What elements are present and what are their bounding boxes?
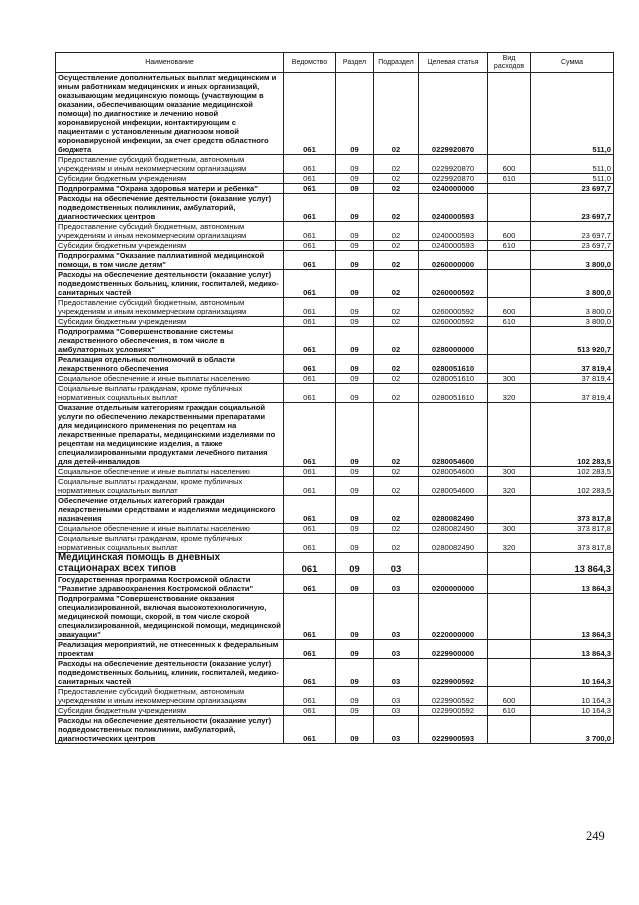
table-row — [56, 659, 614, 687]
table-row — [56, 73, 614, 155]
table-row — [56, 706, 614, 716]
row-target-article-cell: 0280051610 — [419, 374, 488, 384]
table-row — [56, 174, 614, 184]
row-name-cell: Социальные выплаты гражданам, кроме публичных нормативных социальных выплат — [56, 534, 284, 553]
row-target-article-cell: 0229900592 — [419, 706, 488, 716]
row-name-cell: Предоставление субсидий бюджетным, автономным учреждениям и иным некоммерческим организациям — [56, 222, 284, 241]
row-name-cell: Подпрограмма "Совершенствование системы лекарственного обеспечения, в том числе в амбулаторных условиях" — [56, 327, 284, 355]
table-row — [56, 251, 614, 270]
row-subsection-cell: 02 — [374, 241, 419, 251]
row-subsection-cell: 02 — [374, 270, 419, 298]
row-target-article-cell: 0280082490 — [419, 496, 488, 524]
row-section-cell: 09 — [336, 222, 374, 241]
row-name-cell: Расходы на обеспечение деятельности (оказание услуг) подведомственных больниц, клиник, госпиталей, медико-санитарных частей — [56, 659, 284, 687]
table-row — [56, 716, 614, 744]
row-expense-type-cell — [488, 640, 531, 659]
row-expense-type-cell — [488, 73, 531, 155]
row-target-article-cell: 0280054600 — [419, 403, 488, 467]
row-sum-cell: 23 697,7 — [531, 194, 614, 222]
row-sum-cell: 3 800,0 — [531, 251, 614, 270]
row-sum-cell: 23 697,7 — [531, 184, 614, 194]
row-department-cell: 061 — [284, 317, 336, 327]
table-body — [56, 73, 614, 744]
row-target-article-cell: 0260000592 — [419, 317, 488, 327]
row-expense-type-cell: 600 — [488, 222, 531, 241]
row-expense-type-cell — [488, 594, 531, 640]
header-department: Ведомство — [284, 53, 336, 73]
row-section-cell: 09 — [336, 384, 374, 403]
row-sum-cell: 37 819,4 — [531, 355, 614, 374]
row-department-cell: 061 — [284, 327, 336, 355]
row-target-article-cell: 0240000593 — [419, 241, 488, 251]
row-subsection-cell: 03 — [374, 594, 419, 640]
header-expense-type: Вид расходов — [488, 53, 531, 73]
row-sum-cell: 3 700,0 — [531, 716, 614, 744]
row-name-cell: Осуществление дополнительных выплат медицинским и иным работникам медицинских и иных организаций, оказывающим медицинскую помощь (участвующим в оказании, обеспечивающим оказание медицинской помощи) по диагностике и лечению новой коронавирусной инфекции, контактирующим с пациентами с установленным диагнозом новой коронавирусной инфекции, за счет средств областного бюджета — [56, 73, 284, 155]
row-expense-type-cell: 610 — [488, 706, 531, 716]
row-name-cell: Подпрограмма "Оказание паллиативной медицинской помощи, в том числе детям" — [56, 251, 284, 270]
row-subsection-cell: 02 — [374, 524, 419, 534]
row-sum-cell: 10 164,3 — [531, 659, 614, 687]
row-section-cell: 09 — [336, 317, 374, 327]
row-expense-type-cell: 600 — [488, 155, 531, 174]
row-target-article-cell: 0200000000 — [419, 575, 488, 594]
row-department-cell: 061 — [284, 384, 336, 403]
row-section-cell: 09 — [336, 194, 374, 222]
row-name-cell: Медицинская помощь в дневных стационарах всех типов — [56, 553, 284, 575]
row-name-cell: Субсидии бюджетным учреждениям — [56, 317, 284, 327]
table-row — [56, 496, 614, 524]
row-name-cell: Подпрограмма "Охрана здоровья матери и ребенка" — [56, 184, 284, 194]
row-subsection-cell: 02 — [374, 174, 419, 184]
row-subsection-cell: 02 — [374, 477, 419, 496]
row-target-article-cell: 0229900592 — [419, 687, 488, 706]
row-target-article-cell: 0240000000 — [419, 184, 488, 194]
row-target-article-cell: 0280054600 — [419, 467, 488, 477]
row-sum-cell: 373 817,8 — [531, 524, 614, 534]
row-target-article-cell: 0240000593 — [419, 194, 488, 222]
row-section-cell: 09 — [336, 174, 374, 184]
row-department-cell: 061 — [284, 687, 336, 706]
row-section-cell: 09 — [336, 467, 374, 477]
table-row — [56, 403, 614, 467]
row-section-cell: 09 — [336, 477, 374, 496]
row-department-cell: 061 — [284, 251, 336, 270]
row-department-cell: 061 — [284, 298, 336, 317]
row-section-cell: 09 — [336, 659, 374, 687]
row-name-cell: Субсидии бюджетным учреждениям — [56, 174, 284, 184]
row-department-cell: 061 — [284, 174, 336, 184]
row-sum-cell: 13 864,3 — [531, 594, 614, 640]
table-row — [56, 317, 614, 327]
row-name-cell: Реализация отдельных полномочий в области лекарственного обеспечения — [56, 355, 284, 374]
table-row — [56, 241, 614, 251]
row-sum-cell: 511,0 — [531, 155, 614, 174]
row-subsection-cell: 02 — [374, 374, 419, 384]
table-header-row — [56, 53, 614, 73]
row-expense-type-cell: 320 — [488, 384, 531, 403]
row-section-cell: 09 — [336, 355, 374, 374]
row-sum-cell: 373 817,8 — [531, 496, 614, 524]
row-subsection-cell: 03 — [374, 659, 419, 687]
row-section-cell: 09 — [336, 594, 374, 640]
table-row — [56, 553, 614, 575]
budget-table — [55, 52, 614, 744]
row-sum-cell: 3 800,0 — [531, 317, 614, 327]
table-row — [56, 298, 614, 317]
table-row — [56, 575, 614, 594]
row-target-article-cell: 0280054600 — [419, 477, 488, 496]
row-expense-type-cell — [488, 403, 531, 467]
row-department-cell: 061 — [284, 553, 336, 575]
row-section-cell: 09 — [336, 298, 374, 317]
table-row — [56, 184, 614, 194]
header-sum: Сумма — [531, 53, 614, 73]
row-department-cell: 061 — [284, 659, 336, 687]
table-row — [56, 194, 614, 222]
row-department-cell: 061 — [284, 222, 336, 241]
row-section-cell: 09 — [336, 575, 374, 594]
row-expense-type-cell — [488, 496, 531, 524]
table-row — [56, 477, 614, 496]
row-subsection-cell: 03 — [374, 575, 419, 594]
row-target-article-cell: 0280051610 — [419, 355, 488, 374]
row-section-cell: 09 — [336, 716, 374, 744]
row-sum-cell: 13 864,3 — [531, 640, 614, 659]
row-expense-type-cell: 610 — [488, 174, 531, 184]
row-department-cell: 061 — [284, 467, 336, 477]
row-name-cell: Расходы на обеспечение деятельности (оказание услуг) подведомственных поликлиник, амбулаторий, диагностических центров — [56, 194, 284, 222]
row-department-cell: 061 — [284, 194, 336, 222]
row-name-cell: Расходы на обеспечение деятельности (оказание услуг) подведомственных больниц, клиник, госпиталей, медико-санитарных частей — [56, 270, 284, 298]
row-department-cell: 061 — [284, 524, 336, 534]
table-row — [56, 327, 614, 355]
row-subsection-cell: 03 — [374, 706, 419, 716]
row-expense-type-cell: 300 — [488, 374, 531, 384]
row-department-cell: 061 — [284, 355, 336, 374]
row-department-cell: 061 — [284, 73, 336, 155]
row-sum-cell: 10 164,3 — [531, 687, 614, 706]
table-row — [56, 222, 614, 241]
row-expense-type-cell: 610 — [488, 317, 531, 327]
row-sum-cell: 102 283,5 — [531, 477, 614, 496]
row-section-cell: 09 — [336, 155, 374, 174]
header-section: Раздел — [336, 53, 374, 73]
row-department-cell: 061 — [284, 716, 336, 744]
row-subsection-cell: 02 — [374, 317, 419, 327]
row-expense-type-cell: 600 — [488, 298, 531, 317]
row-subsection-cell: 02 — [374, 194, 419, 222]
row-section-cell: 09 — [336, 403, 374, 467]
row-expense-type-cell: 300 — [488, 524, 531, 534]
header-name: Наименование — [56, 53, 284, 73]
row-subsection-cell: 03 — [374, 716, 419, 744]
row-sum-cell: 511,0 — [531, 73, 614, 155]
row-target-article-cell: 0229920870 — [419, 174, 488, 184]
row-expense-type-cell — [488, 270, 531, 298]
row-name-cell: Обеспечение отдельных категорий граждан лекарственными средствами и изделиями медицинского назначения — [56, 496, 284, 524]
row-department-cell: 061 — [284, 184, 336, 194]
header-subsection: Подраздел — [374, 53, 419, 73]
row-expense-type-cell — [488, 355, 531, 374]
row-name-cell: Оказание отдельным категориям граждан социальной услуги по обеспечению лекарственными препаратами для медицинского применения по рецептам на лекарственные препараты, медицинскими изделиями по рецептам на медицинские изделия, а также специализированными продуктами лечебного питания для детей-инвалидов — [56, 403, 284, 467]
row-expense-type-cell — [488, 659, 531, 687]
row-target-article-cell: 0260000000 — [419, 251, 488, 270]
row-subsection-cell: 02 — [374, 355, 419, 374]
row-department-cell: 061 — [284, 640, 336, 659]
row-section-cell: 09 — [336, 270, 374, 298]
row-department-cell: 061 — [284, 706, 336, 716]
row-target-article-cell: 0240000593 — [419, 222, 488, 241]
row-name-cell: Субсидии бюджетным учреждениям — [56, 241, 284, 251]
row-subsection-cell: 02 — [374, 403, 419, 467]
row-section-cell: 09 — [336, 553, 374, 575]
row-target-article-cell: 0229900593 — [419, 716, 488, 744]
row-target-article-cell: 0260000592 — [419, 270, 488, 298]
row-name-cell: Предоставление субсидий бюджетным, автономным учреждениям и иным некоммерческим организациям — [56, 155, 284, 174]
row-target-article-cell: 0229920870 — [419, 155, 488, 174]
row-sum-cell: 102 283,5 — [531, 467, 614, 477]
table-row — [56, 355, 614, 374]
row-target-article-cell: 0229920870 — [419, 73, 488, 155]
row-expense-type-cell: 320 — [488, 534, 531, 553]
row-name-cell: Социальное обеспечение и иные выплаты населению — [56, 524, 284, 534]
row-target-article-cell: 0260000592 — [419, 298, 488, 317]
row-department-cell: 061 — [284, 594, 336, 640]
row-target-article-cell: 0220000000 — [419, 594, 488, 640]
row-department-cell: 061 — [284, 403, 336, 467]
row-subsection-cell: 02 — [374, 467, 419, 477]
row-name-cell: Социальное обеспечение и иные выплаты населению — [56, 467, 284, 477]
row-sum-cell: 13 864,3 — [531, 575, 614, 594]
row-sum-cell: 3 800,0 — [531, 298, 614, 317]
row-department-cell: 061 — [284, 241, 336, 251]
row-target-article-cell: 0229900000 — [419, 640, 488, 659]
row-target-article-cell — [419, 553, 488, 575]
table-row — [56, 534, 614, 553]
row-subsection-cell: 02 — [374, 184, 419, 194]
row-department-cell: 061 — [284, 496, 336, 524]
row-target-article-cell: 0229900592 — [419, 659, 488, 687]
row-expense-type-cell — [488, 575, 531, 594]
row-department-cell: 061 — [284, 155, 336, 174]
row-name-cell: Субсидии бюджетным учреждениям — [56, 706, 284, 716]
row-section-cell: 09 — [336, 534, 374, 553]
row-subsection-cell: 02 — [374, 327, 419, 355]
row-expense-type-cell: 300 — [488, 467, 531, 477]
row-name-cell: Государственная программа Костромской области "Развитие здравоохранения Костромской области" — [56, 575, 284, 594]
row-name-cell: Предоставление субсидий бюджетным, автономным учреждениям и иным некоммерческим организациям — [56, 687, 284, 706]
row-sum-cell: 37 819,4 — [531, 384, 614, 403]
row-target-article-cell: 0280082490 — [419, 524, 488, 534]
row-expense-type-cell: 600 — [488, 687, 531, 706]
table-row — [56, 524, 614, 534]
row-sum-cell: 37 819,4 — [531, 374, 614, 384]
row-section-cell: 09 — [336, 184, 374, 194]
row-department-cell: 061 — [284, 477, 336, 496]
table-row — [56, 270, 614, 298]
row-subsection-cell: 02 — [374, 222, 419, 241]
row-expense-type-cell — [488, 716, 531, 744]
row-sum-cell: 373 817,8 — [531, 534, 614, 553]
row-target-article-cell: 0280000000 — [419, 327, 488, 355]
row-sum-cell: 513 920,7 — [531, 327, 614, 355]
row-name-cell: Социальные выплаты гражданам, кроме публичных нормативных социальных выплат — [56, 384, 284, 403]
row-section-cell: 09 — [336, 687, 374, 706]
row-sum-cell: 511,0 — [531, 174, 614, 184]
row-name-cell: Социальное обеспечение и иные выплаты населению — [56, 374, 284, 384]
row-target-article-cell: 0280082490 — [419, 534, 488, 553]
row-subsection-cell: 02 — [374, 384, 419, 403]
row-name-cell: Подпрограмма "Совершенствование оказания специализированной, включая высокотехнологичную, медицинской помощи, скорой, в том числе скорой специализированной, медицинской помощи, медицинской эвакуации" — [56, 594, 284, 640]
row-section-cell: 09 — [336, 73, 374, 155]
row-expense-type-cell: 320 — [488, 477, 531, 496]
row-subsection-cell: 02 — [374, 298, 419, 317]
row-subsection-cell: 03 — [374, 640, 419, 659]
row-sum-cell: 13 864,3 — [531, 553, 614, 575]
row-department-cell: 061 — [284, 575, 336, 594]
row-name-cell: Предоставление субсидий бюджетным, автономным учреждениям и иным некоммерческим организациям — [56, 298, 284, 317]
row-section-cell: 09 — [336, 706, 374, 716]
row-section-cell: 09 — [336, 524, 374, 534]
table-row — [56, 640, 614, 659]
row-expense-type-cell: 610 — [488, 241, 531, 251]
row-expense-type-cell — [488, 327, 531, 355]
page-number: 249 — [586, 829, 605, 843]
table-row — [56, 374, 614, 384]
row-section-cell: 09 — [336, 241, 374, 251]
table-row — [56, 687, 614, 706]
row-expense-type-cell — [488, 553, 531, 575]
row-sum-cell: 3 800,0 — [531, 270, 614, 298]
row-department-cell: 061 — [284, 374, 336, 384]
row-name-cell: Реализация мероприятий, не отнесенных к федеральным проектам — [56, 640, 284, 659]
row-expense-type-cell — [488, 194, 531, 222]
row-expense-type-cell — [488, 184, 531, 194]
table-row — [56, 467, 614, 477]
row-subsection-cell: 03 — [374, 553, 419, 575]
row-department-cell: 061 — [284, 270, 336, 298]
row-section-cell: 09 — [336, 251, 374, 270]
table-row — [56, 155, 614, 174]
row-section-cell: 09 — [336, 640, 374, 659]
header-target-article: Целевая статья — [419, 53, 488, 73]
table-row — [56, 594, 614, 640]
row-subsection-cell: 02 — [374, 73, 419, 155]
row-name-cell: Расходы на обеспечение деятельности (оказание услуг) подведомственных поликлиник, амбулаторий, диагностических центров — [56, 716, 284, 744]
row-subsection-cell: 03 — [374, 687, 419, 706]
row-section-cell: 09 — [336, 496, 374, 524]
row-expense-type-cell — [488, 251, 531, 270]
row-subsection-cell: 02 — [374, 251, 419, 270]
row-subsection-cell: 02 — [374, 155, 419, 174]
row-subsection-cell: 02 — [374, 496, 419, 524]
row-sum-cell: 10 164,3 — [531, 706, 614, 716]
row-target-article-cell: 0280051610 — [419, 384, 488, 403]
table-row — [56, 384, 614, 403]
row-sum-cell: 23 697,7 — [531, 241, 614, 251]
row-department-cell: 061 — [284, 534, 336, 553]
row-section-cell: 09 — [336, 327, 374, 355]
row-name-cell: Социальные выплаты гражданам, кроме публичных нормативных социальных выплат — [56, 477, 284, 496]
row-subsection-cell: 02 — [374, 534, 419, 553]
row-sum-cell: 102 283,5 — [531, 403, 614, 467]
row-section-cell: 09 — [336, 374, 374, 384]
row-sum-cell: 23 697,7 — [531, 222, 614, 241]
